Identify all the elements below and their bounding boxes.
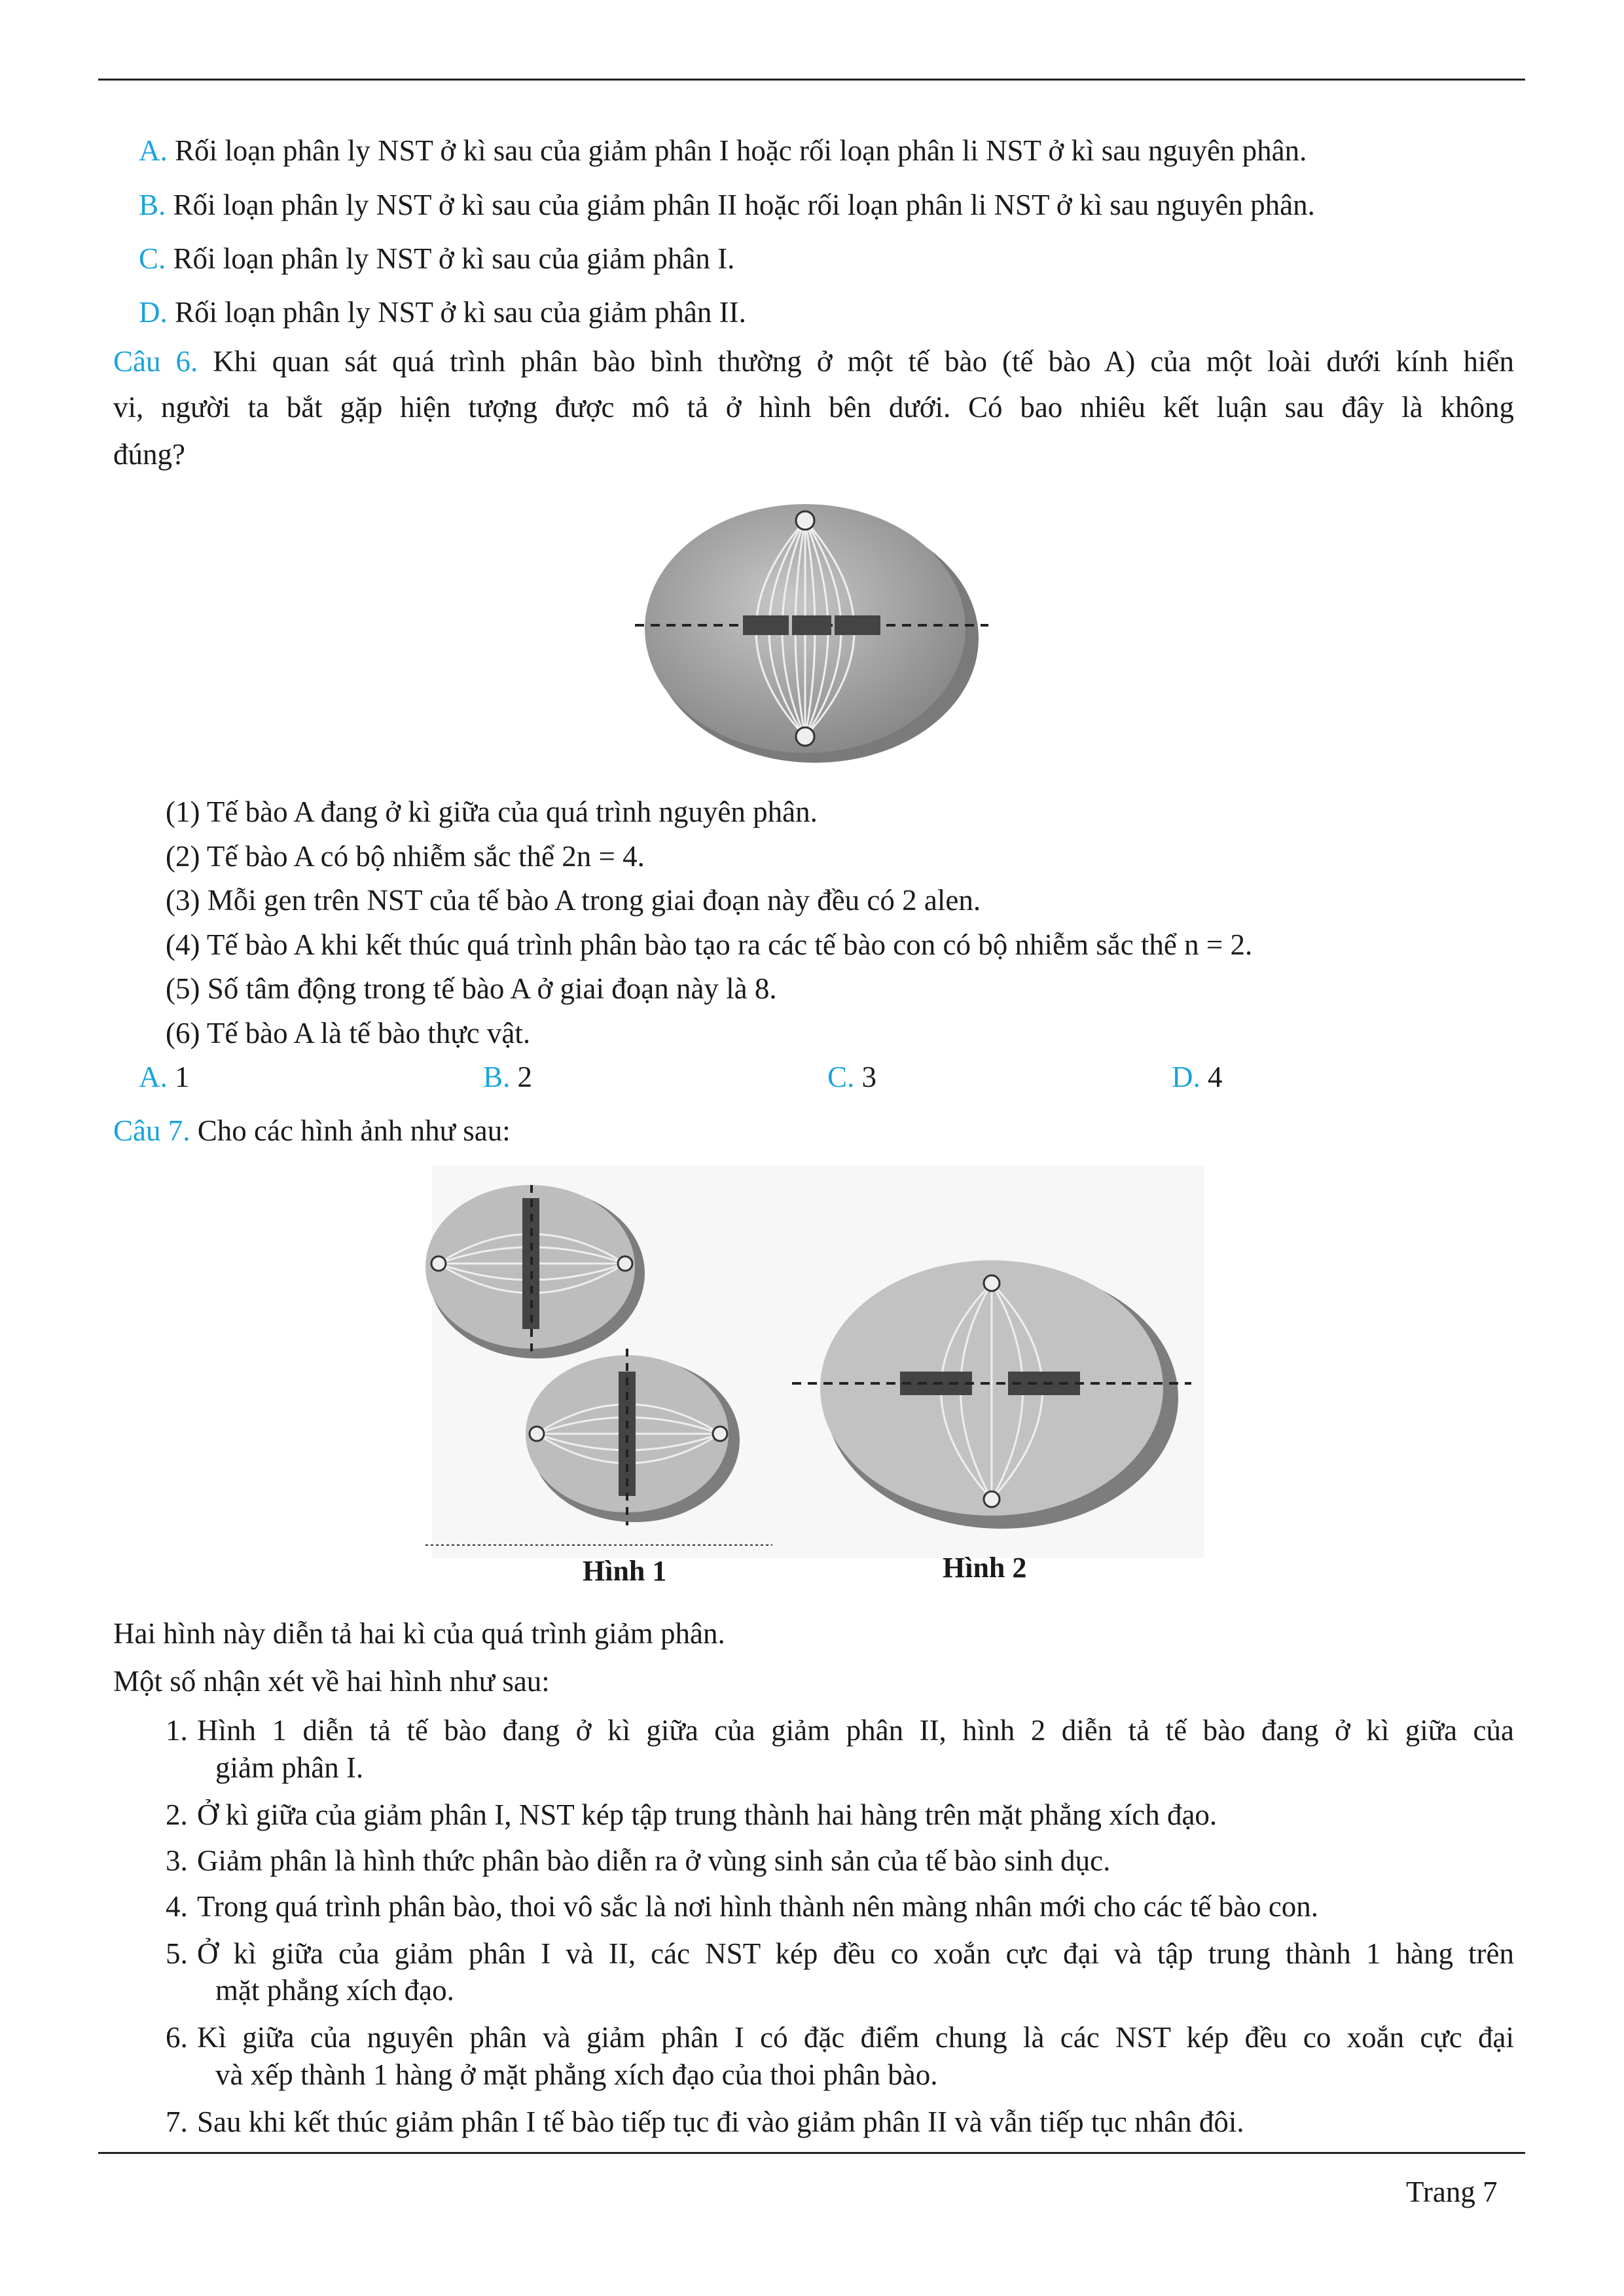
q7-comment-6: 6. Kì giữa của nguyên phân và giảm phân I có đặc điểm chung là các NST kép đều co xoắn cực đại <box>166 2021 1514 2054</box>
chromosome-3 <box>835 615 880 635</box>
fig1-caption: Hình 1 <box>583 1555 667 1587</box>
q5-option-c: C. Rối loạn phân ly NST ở kì sau của giảm phân I. <box>139 242 735 275</box>
q6-statement-4: (4) Tế bào A khi kết thúc quá trình phân bào tạo ra các tế bào con có bộ nhiễm sắc thể n = 2. <box>166 928 1253 961</box>
q6-stem-line-2: vi, người ta bắt gặp hiện tượng được mô tả ở hình bên dưới. Có bao nhiêu kết luận sau đây là không <box>113 391 1514 424</box>
q5-option-a: A. Rối loạn phân ly NST ở kì sau của giảm phân I hoặc rối loạn phân li NST ở kì sau nguyên phân. <box>139 134 1307 167</box>
q6-answer-d: D. 4 <box>1172 1061 1223 1093</box>
q6-statement-3: (3) Mỗi gen trên NST của tế bào A trong giai đoạn này đều có 2 alen. <box>166 884 981 917</box>
q7-comment-6-cont: và xếp thành 1 hàng ở mặt phẳng xích đạo của thoi phân bào. <box>215 2058 938 2091</box>
footer-rule <box>98 2152 1525 2154</box>
q7-figures <box>419 1165 1218 1604</box>
chromosome-2 <box>792 615 831 635</box>
q6-cell-figure <box>628 481 995 776</box>
q7-comment-5: 5. Ở kì giữa của giảm phân I và II, các NST kép đều co xoắn cực đại và tập trung thành 1 hàng trên <box>166 1937 1514 1970</box>
q6-stem-line-1: Câu 6. Khi quan sát quá trình phân bào bình thường ở một tế bào (tế bào A) của một loài dưới kính hiển <box>113 345 1514 378</box>
q5-option-d: D. Rối loạn phân ly NST ở kì sau của giảm phân II. <box>139 296 746 329</box>
q6-answer-a: A. 1 <box>139 1061 190 1093</box>
page-number: Trang 7 <box>1406 2176 1498 2208</box>
q7-comment-4: 4. Trong quá trình phân bào, thoi vô sắc là nơi hình thành nên màng nhân mới cho các tế bào con. <box>166 1890 1319 1923</box>
header-rule <box>98 79 1525 81</box>
q7-comments-intro: Một số nhận xét về hai hình như sau: <box>113 1665 550 1698</box>
q7-description: Hai hình này diễn tả hai kì của quá trình giảm phân. <box>113 1617 725 1650</box>
q7-comment-2: 2. Ở kì giữa của giảm phân I, NST kép tập trung thành hai hàng trên mặt phẳng xích đạo. <box>166 1798 1218 1831</box>
q7-comment-5-cont: mặt phẳng xích đạo. <box>215 1974 454 2007</box>
q6-answer-b: B. 2 <box>483 1061 533 1093</box>
q6-stem-line-3: đúng? <box>113 438 185 471</box>
q7-comment-3: 3. Giảm phân là hình thức phân bào diễn ra ở vùng sinh sản của tế bào sinh dục. <box>166 1844 1111 1877</box>
chromosome-1 <box>743 615 789 635</box>
q6-answer-c: C. 3 <box>827 1061 877 1093</box>
q7-comment-1-cont: giảm phân I. <box>215 1751 364 1784</box>
centrosome-top <box>796 511 814 530</box>
q7-comment-7: 7. Sau khi kết thúc giảm phân I tế bào tiếp tục đi vào giảm phân II và vẫn tiếp tục nhân đôi. <box>166 2105 1244 2138</box>
q5-option-b: B. Rối loạn phân ly NST ở kì sau của giảm phân II hoặc rối loạn phân li NST ở kì sau nguyên phân. <box>139 189 1315 221</box>
q6-statement-6: (6) Tế bào A là tế bào thực vật. <box>166 1017 531 1049</box>
q6-statement-1: (1) Tế bào A đang ở kì giữa của quá trình nguyên phân. <box>166 795 818 828</box>
fig2-caption: Hình 2 <box>943 1552 1027 1584</box>
centrosome-bottom <box>796 727 814 746</box>
q7-comment-1: 1. Hình 1 diễn tả tế bào đang ở kì giữa của giảm phân II, hình 2 diễn tả tế bào đang ở kì giữa của <box>166 1714 1514 1747</box>
q6-statement-2: (2) Tế bào A có bộ nhiễm sắc thể 2n = 4. <box>166 840 645 873</box>
q7-stem: Câu 7. Cho các hình ảnh như sau: <box>113 1114 511 1147</box>
q6-statement-5: (5) Số tâm động trong tế bào A ở giai đoạn này là 8. <box>166 972 777 1005</box>
